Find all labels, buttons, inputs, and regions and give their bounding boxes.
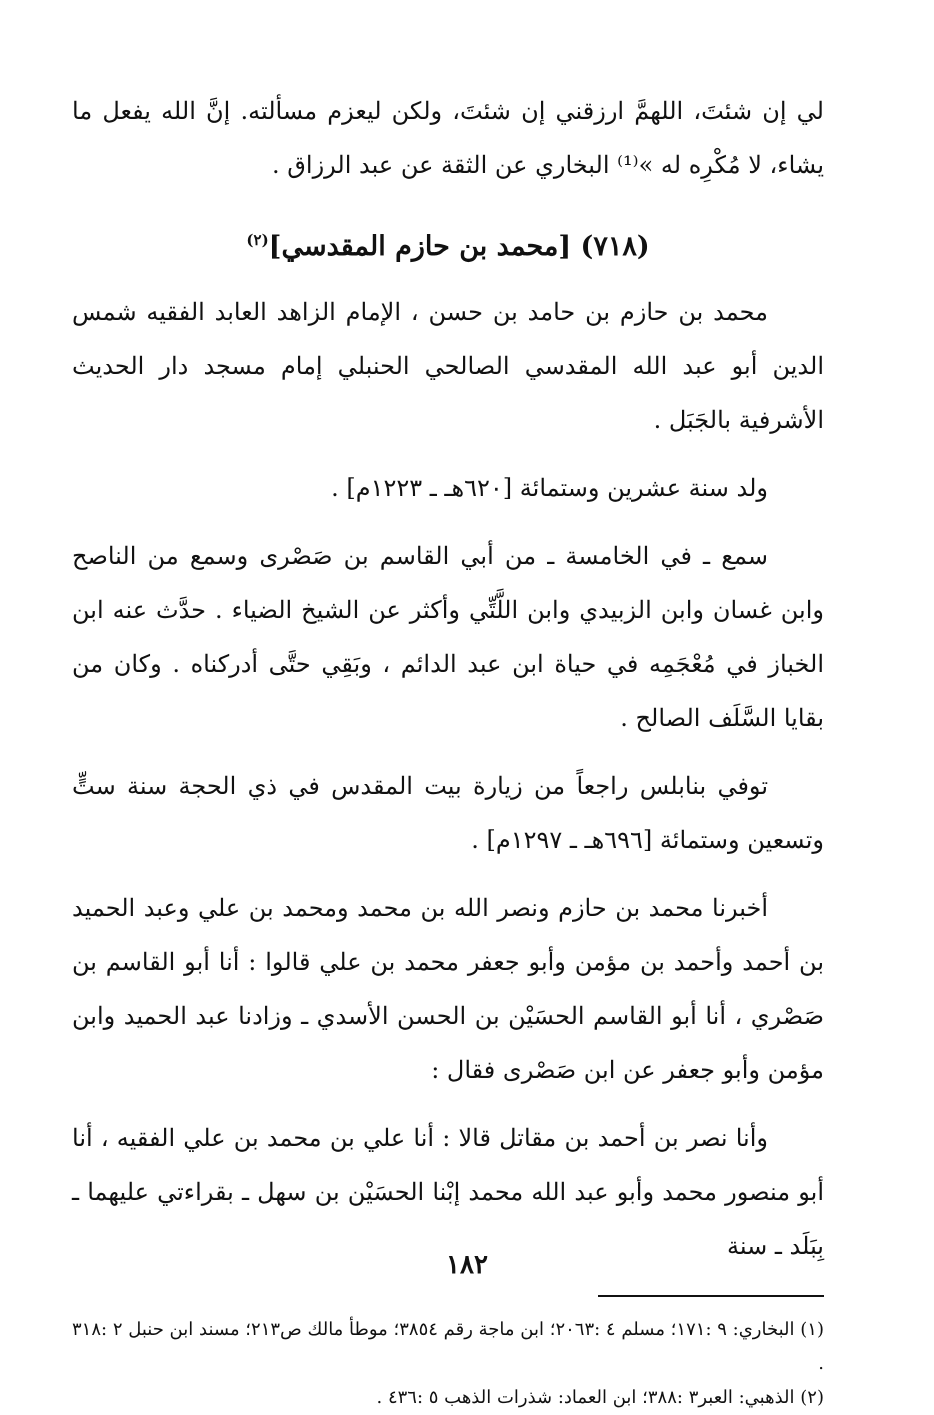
entry-heading bbox=[72, 216, 824, 271]
paragraph-teachers: سمع ـ في الخامسة ـ من أبي القاسم بن صَصْرى وسمع من الناصح وابن غسان وابن الزبيدي وابن اللَّتِّي وأكثر عن الشيخ الضياء . حدَّث عنه ابن الخباز في مُعْجَمِه في حياة ابن عبد الدائم ، وبَقِي حتَّى أدركناه . وكان من بقايا السَّلَف الصالح . bbox=[72, 542, 824, 732]
page-number: ١٨٢ bbox=[446, 1250, 488, 1280]
footnote-1: (١) البخاري: ٩ :١٧١؛ مسلم ٤ :٢٠٦٣؛ ابن ماجة رقم ٣٨٥٤؛ موطأ مالك ص٢١٣؛ مسند ابن حنبل ٢ :٣١٨ . bbox=[72, 1319, 824, 1374]
paragraph-isnad-1: أخبرنا محمد بن حازم ونصر الله بن محمد ومحمد بن علي وعبد الحميد بن أحمد وأحمد بن مؤمن وأبو جعفر محمد بن علي قالوا : أنا أبو القاسم بن صَصْري ، أنا أبو القاسم الحسَيْن بن الحسن الأسدي ـ وزادنا عبد الحميد وابن مؤمن وأبو جعفر عن ابن صَصْرى فقال : bbox=[72, 894, 825, 1084]
book-page bbox=[72, 84, 824, 1415]
heading-footnote-marker: (٢) bbox=[246, 231, 269, 249]
entry-heading-text: (٧١٨) [محمد بن حازم المقدسي] bbox=[268, 231, 650, 262]
footnote-divider bbox=[598, 1295, 824, 1297]
footnote-2: (٢) الذهبي: العبر٣ :٣٨٨؛ ابن العماد: شذرات الذهب ٥ :٤٣٦ . bbox=[376, 1387, 824, 1408]
paragraph-biography: محمد بن حازم بن حامد بن حسن ، الإمام الزاهد العابد الفقيه شمس الدين أبو عبد الله المقدسي الصالحي الحنبلي إمام مسجد دار الحديث الأشرفية بالجَبَل . bbox=[72, 298, 824, 434]
paragraph-isnad-2: وأنا نصر بن أحمد بن مقاتل قالا : أنا علي بن محمد بن علي الفقيه ، أنا أبو منصور محمد وأبو عبد الله محمد إبْنا الحسَيْن بن سهل ـ بقراءتي عليهما ـ بِبَلَد ـ سنة bbox=[72, 1124, 824, 1260]
paragraph-opening: لي إن شئتَ، اللهمَّ ارزقني إن شئتَ، ولكن ليعزم مسألته. إنَّ الله يفعل ما يشاء، لا مُكْرِه له »⁽¹⁾ البخاري عن الثقة عن عبد الرزاق . bbox=[72, 97, 824, 179]
paragraph-birth: ولد سنة عشرين وستمائة [٦٢٠هـ ـ ١٢٢٣م] . bbox=[331, 474, 768, 502]
paragraph-death: توفي بنابلس راجعاً من زيارة بيت المقدس في ذي الحجة سنة ستٍّ وتسعين وستمائة [٦٩٦هـ ـ ١٢٩٧م] . bbox=[72, 772, 824, 854]
